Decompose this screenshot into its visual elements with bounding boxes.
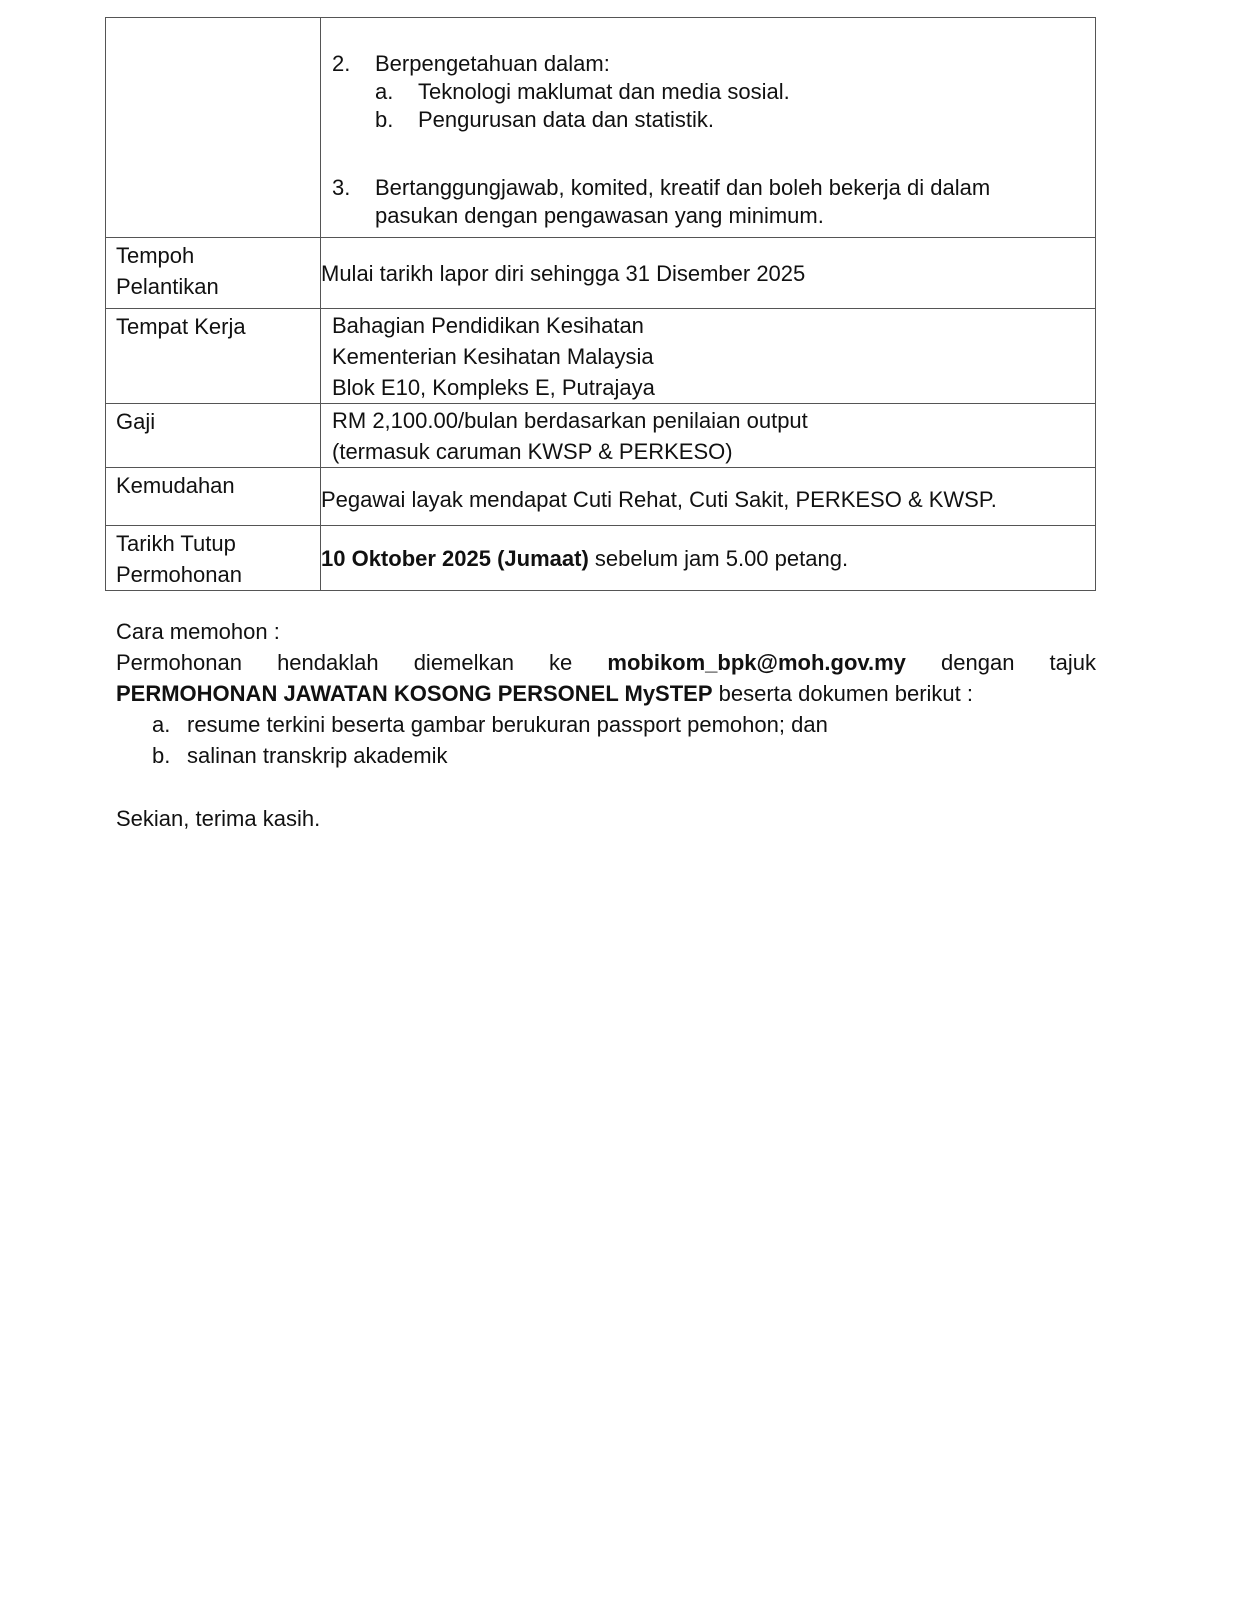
row-label-line2: Permohonan [116, 562, 242, 587]
item-text: Berpengetahuan dalam: [375, 51, 610, 76]
list-text: resume terkini beserta gambar berukuran passport pemohon; dan [187, 712, 828, 737]
closing-time-text: sebelum jam 5.00 petang. [588, 545, 849, 571]
value-cell [321, 309, 1096, 404]
sub-item-text: Pengurusan data dan statistik. [418, 107, 714, 132]
list-item [152, 709, 1096, 740]
sub-item [332, 106, 1085, 134]
item-text-line2: pasukan dengan pengawasan yang minimum. [375, 203, 824, 228]
empty-label-cell [106, 18, 321, 238]
requirement-item-3 [332, 134, 1085, 230]
instruction-paragraph-line1 [116, 647, 1096, 678]
sub-item-letter: a. [375, 79, 394, 104]
row-value [321, 526, 1096, 591]
label-cell [106, 526, 321, 591]
row-tempat-kerja [106, 309, 1096, 404]
row-label: Kemudahan [116, 473, 235, 498]
application-instructions [116, 616, 1096, 834]
label-cell [106, 468, 321, 526]
list-letter: b. [152, 743, 171, 768]
paragraph-text: beserta dokumen berikut : [712, 681, 973, 706]
sub-item [332, 78, 1085, 106]
list-letter: a. [152, 712, 171, 737]
job-details-table [105, 17, 1096, 591]
requirements-continuation-row [106, 18, 1096, 238]
closing-date: 10 Oktober 2025 (Jumaat) [321, 545, 589, 571]
section-heading: Cara memohon : [116, 619, 280, 644]
instruction-paragraph-line2 [116, 678, 1096, 709]
value-line: Bahagian Pendidikan Kesihatan [332, 313, 644, 338]
requirement-item-2 [332, 18, 1085, 134]
row-gaji [106, 404, 1096, 468]
item-number: 3. [332, 175, 351, 200]
sub-item-text: Teknologi maklumat dan media sosial. [418, 79, 790, 104]
sub-item-letter: b. [375, 107, 394, 132]
paragraph-text: Permohonan hendaklah diemelkan ke [116, 650, 608, 675]
closing-remark: Sekian, terima kasih. [116, 806, 321, 831]
item-number: 2. [332, 51, 351, 76]
label-cell [106, 404, 321, 468]
row-label-line1: Tempoh [116, 243, 195, 268]
label-cell [106, 238, 321, 309]
row-label: Tempat Kerja [116, 314, 246, 339]
row-kemudahan [106, 468, 1096, 526]
row-value: Pegawai layak mendapat Cuti Rehat, Cuti Sakit, PERKESO & KWSP. [321, 468, 1096, 526]
list-item [152, 740, 1096, 771]
value-line: (termasuk caruman KWSP & PERKESO) [332, 439, 733, 464]
value-cell [321, 404, 1096, 468]
email-subject: PERMOHONAN JAWATAN KOSONG PERSONEL MySTEP [116, 681, 713, 706]
value-line: Kementerian Kesihatan Malaysia [332, 344, 654, 369]
value-line: Blok E10, Kompleks E, Putrajaya [332, 375, 655, 400]
label-cell [106, 309, 321, 404]
required-documents-list [116, 709, 1096, 771]
row-tempoh-pelantikan [106, 238, 1096, 309]
row-tarikh-tutup [106, 526, 1096, 591]
email-link[interactable]: mobikom_bpk@moh.gov.my [607, 650, 906, 675]
row-label-line1: Tarikh Tutup [116, 531, 236, 556]
item-text [375, 174, 990, 230]
requirements-cell [321, 18, 1096, 238]
row-label: Gaji [116, 409, 156, 434]
item-text-line1: Bertanggungjawab, komited, kreatif dan boleh bekerja di dalam [375, 175, 991, 200]
list-text: salinan transkrip akademik [187, 743, 448, 768]
row-value: Mulai tarikh lapor diri sehingga 31 Disember 2025 [321, 238, 1096, 309]
value-line: RM 2,100.00/bulan berdasarkan penilaian output [332, 408, 808, 433]
row-label-line2: Pelantikan [116, 274, 219, 299]
paragraph-text: dengan tajuk [905, 650, 1096, 675]
